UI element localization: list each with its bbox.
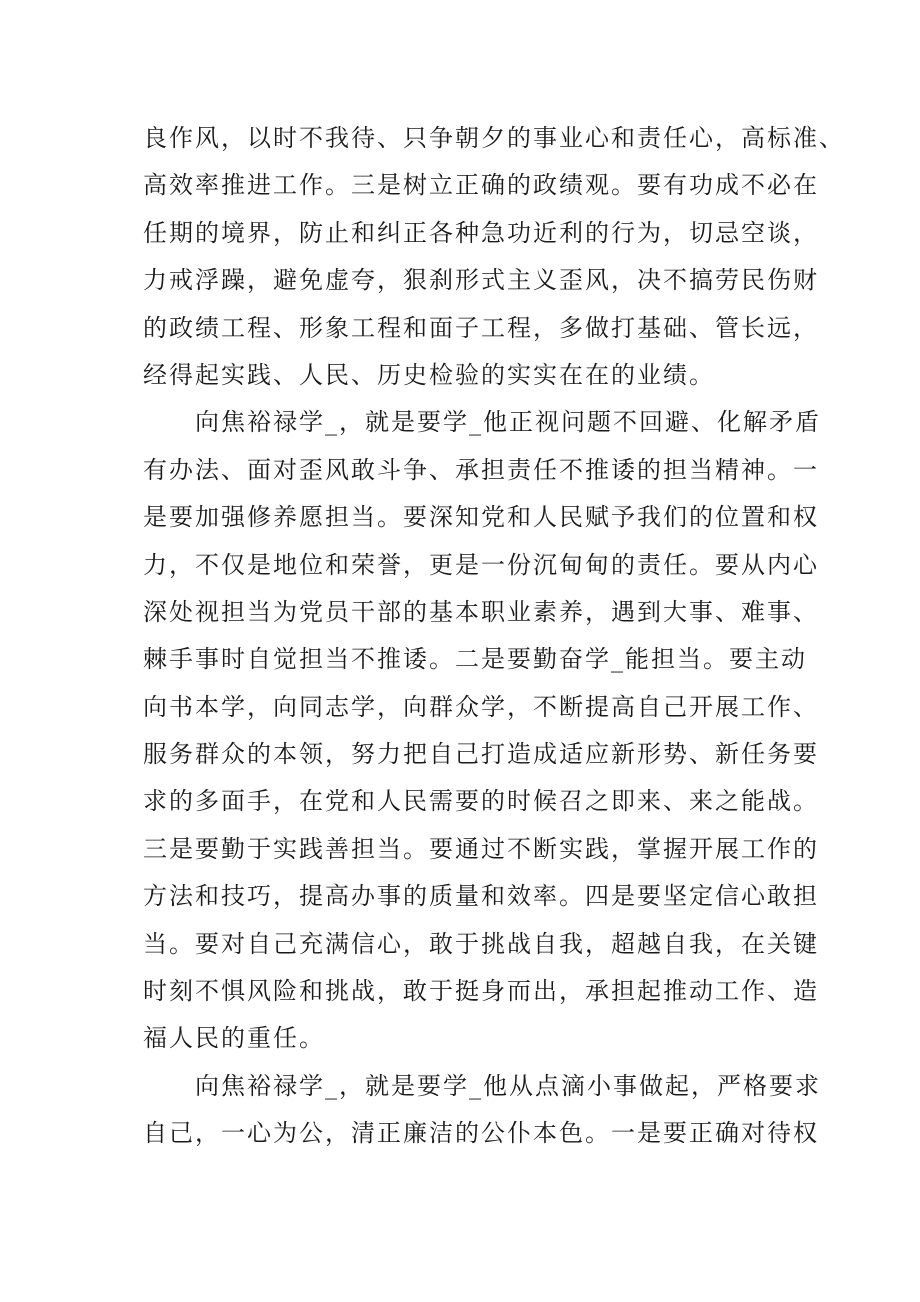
text-line: 福人民的重任。 <box>143 1024 325 1053</box>
text-line: 是要加强修养愿担当。要深知党和人民赋予我们的位置和权 <box>143 503 819 532</box>
text-line: 三是要勤于实践善担当。要通过不断实践，掌握开展工作的 <box>143 834 819 863</box>
text-line: 自己，一心为公，清正廉洁的公仆本色。一是要正确对待权 <box>143 1119 819 1148</box>
text-line: 任期的境界，防止和纠正各种急功近利的行为，切忌空谈， <box>143 218 819 247</box>
text-line: 向焦裕禄学_，就是要学_他正视问题不回避、化解矛盾 <box>143 408 821 437</box>
text-line: 棘手事时自觉担当不推诿。二是要勤奋学_能担当。要主动 <box>143 645 807 674</box>
text-line: 力戒浮躁，避免虚夸，狠刹形式主义歪风，决不搞劳民伤财 <box>143 266 819 295</box>
text-line: 向焦裕禄学_，就是要学_他从点滴小事做起，严格要求 <box>143 1071 821 1100</box>
text-line: 当。要对自己充满信心，敢于挑战自我，超越自我，在关键 <box>143 929 819 958</box>
text-line: 方法和技巧，提高办事的质量和效率。四是要坚定信心敢担 <box>143 882 819 911</box>
text-line: 向书本学，向同志学，向群众学，不断提高自己开展工作、 <box>143 692 819 721</box>
text-line: 高效率推进工作。三是树立正确的政绩观。要有功成不必在 <box>143 171 819 200</box>
text-line: 经得起实践、人民、历史检验的实实在在的业绩。 <box>143 360 715 389</box>
body-text <box>143 115 845 1158</box>
text-line: 有办法、面对歪风敢斗争、承担责任不推诿的担当精神。一 <box>143 455 819 484</box>
text-line: 时刻不惧风险和挑战，敢于挺身而出，承担起推动工作、造 <box>143 977 819 1006</box>
text-line: 良作风，以时不我待、只争朝夕的事业心和责任心，高标准、 <box>143 124 845 152</box>
text-line: 的政绩工程、形象工程和面子工程，多做打基础、管长远， <box>143 313 819 342</box>
text-line: 力，不仅是地位和荣誉，更是一份沉甸甸的责任。要从内心 <box>143 550 819 579</box>
text-line: 深处视担当为党员干部的基本职业素养，遇到大事、难事、 <box>143 597 819 626</box>
text-line: 求的多面手，在党和人民需要的时候召之即来、来之能战。 <box>143 787 819 816</box>
text-line: 服务群众的本领，努力把自己打造成适应新形势、新任务要 <box>143 740 819 769</box>
